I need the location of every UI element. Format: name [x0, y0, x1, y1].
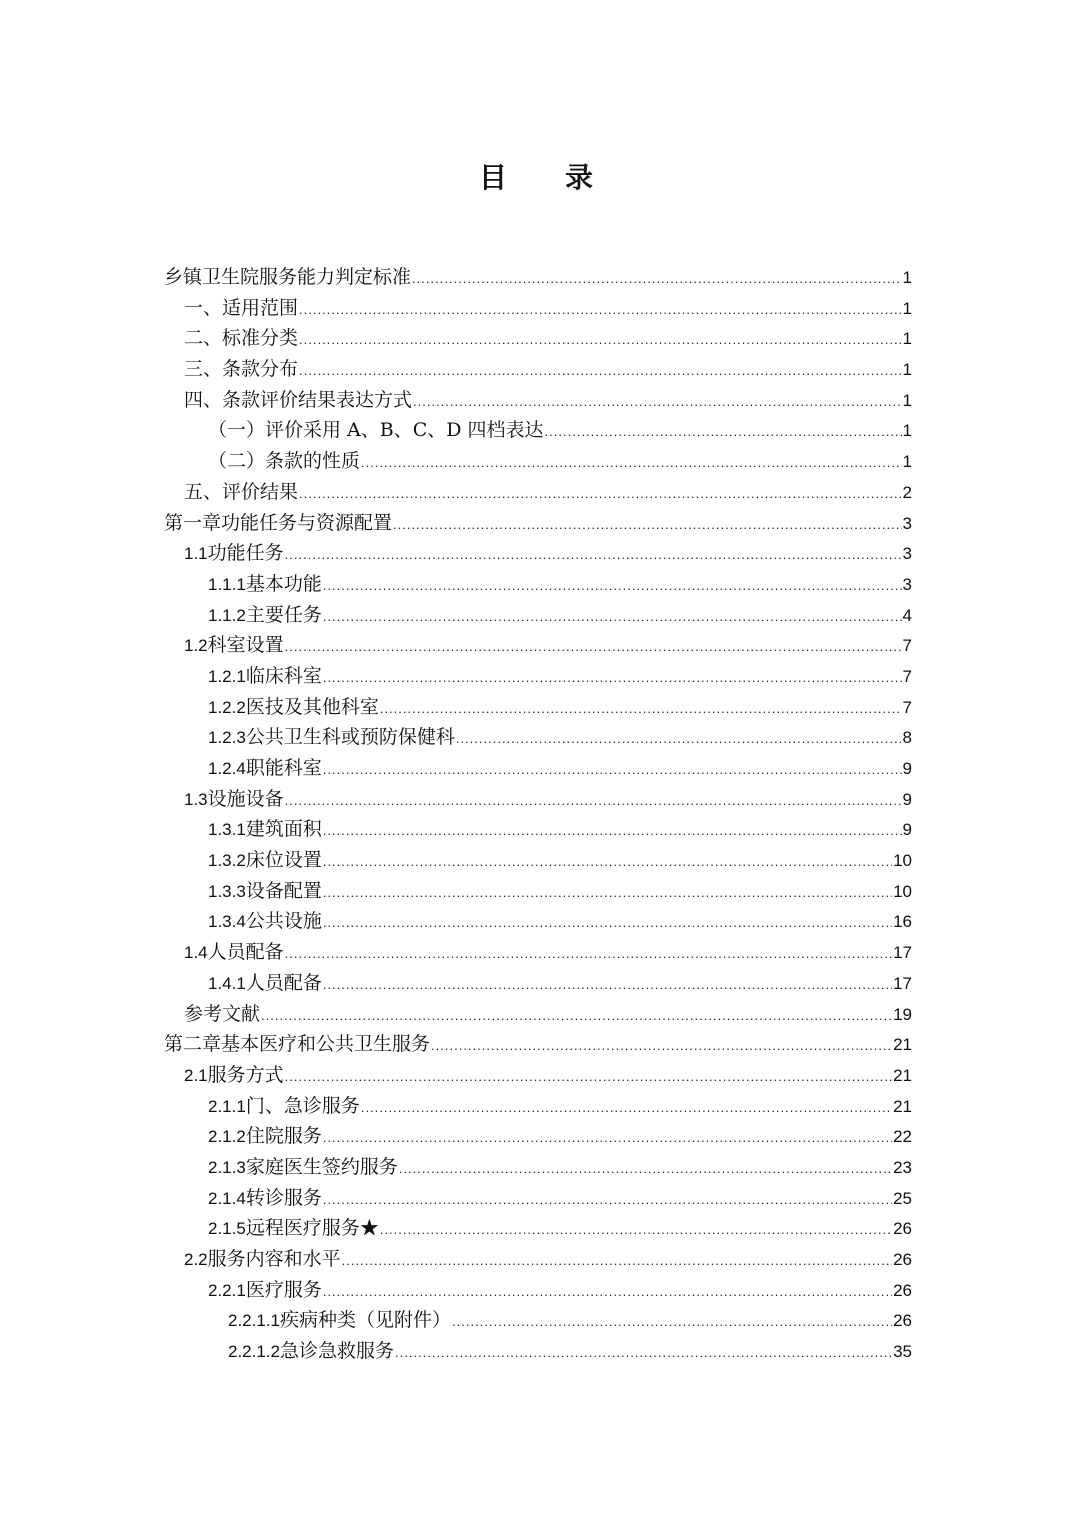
toc-entry-number: 1.1.1: [208, 574, 246, 594]
toc-entry-label: 乡镇卫生院服务能力判定标准: [164, 266, 412, 288]
toc-entry-number: 2.2.1.1: [228, 1311, 280, 1331]
title-char-2: 录: [565, 161, 596, 194]
page-title: [0, 156, 1074, 196]
toc-entry[interactable]: [164, 508, 912, 539]
toc-entry-page-number: 9: [902, 759, 912, 778]
dot-leader: [545, 424, 902, 439]
toc-entry-page-number: 2: [902, 482, 912, 502]
toc-entry-number: 1.4: [184, 943, 208, 963]
toc-entry-label: 主要任务: [245, 603, 322, 626]
dot-leader: [412, 271, 902, 286]
toc-entry-label: 四、条款评价结果表达方式: [184, 388, 413, 411]
toc-entry-page-number: 26: [893, 1311, 912, 1331]
toc-entry[interactable]: [164, 937, 912, 968]
toc-entry[interactable]: [164, 477, 912, 508]
toc-entry-label: 功能任务: [207, 542, 284, 565]
toc-entry[interactable]: [164, 661, 912, 692]
toc-entry-page-number: 3: [902, 544, 912, 564]
toc-entry-page-number: 19: [893, 1004, 912, 1024]
toc-entry[interactable]: [164, 999, 912, 1030]
dot-leader: [285, 639, 902, 654]
toc-entry-label: 转诊服务: [245, 1186, 322, 1209]
toc-entry-label: 基本医疗和公共卫生服务: [221, 1033, 431, 1056]
toc-entry[interactable]: [164, 415, 912, 446]
dot-leader: [393, 517, 902, 532]
toc-entry-number: 2.2.1.2: [228, 1342, 280, 1362]
toc-entry-number: 1.3.2: [208, 851, 246, 871]
toc-entry-number: 2.2: [184, 1250, 208, 1269]
toc-entry-page-number: 35: [893, 1342, 912, 1362]
toc-entry-label: 二、标准分类: [184, 327, 299, 350]
toc-entry-page-number: 23: [893, 1157, 912, 1177]
toc-entry-label: 急诊急救服务: [280, 1340, 395, 1363]
toc-entry-label: 参考文献: [184, 1002, 261, 1025]
toc-entry-label: 门、急诊服务: [245, 1094, 360, 1117]
dot-leader: [323, 1130, 892, 1145]
toc-entry-label: 家庭医生签约服务: [245, 1155, 398, 1178]
toc-entry-page-number: 7: [902, 666, 912, 686]
toc-entry-page-number: 21: [893, 1035, 912, 1055]
toc-entry-page-number: 1: [902, 329, 912, 349]
toc-entry-number: 1.2.2: [208, 697, 246, 717]
dot-leader: [342, 1253, 892, 1268]
toc-entry-number: 1.1.2: [208, 605, 246, 625]
toc-entry-page-number: 3: [902, 574, 912, 594]
dot-leader: [299, 332, 902, 347]
toc-entry-label: 医技及其他科室: [245, 695, 379, 718]
toc-entry-number: 2.2.1: [208, 1280, 246, 1300]
dot-leader: [323, 823, 902, 838]
toc-entry-label: 床位设置: [245, 849, 322, 872]
toc-entry-number: 2.1: [184, 1065, 208, 1085]
toc-entry-page-number: 26: [893, 1250, 912, 1269]
toc-entry[interactable]: [164, 1121, 912, 1152]
dot-leader: [323, 1284, 892, 1299]
toc-entry-page-number: 8: [902, 728, 912, 748]
dot-leader: [395, 1345, 892, 1360]
toc-entry-page-number: 17: [893, 973, 912, 993]
toc-entry-number: 1.2.3: [208, 728, 246, 748]
toc-entry-label: 人员配备: [245, 971, 322, 994]
dot-leader: [323, 915, 892, 930]
toc-entry[interactable]: [164, 446, 912, 477]
toc-entry[interactable]: [164, 722, 912, 753]
toc-entry-label: 设施设备: [207, 787, 284, 810]
toc-entry[interactable]: [164, 968, 912, 999]
toc-entry-page-number: 1: [902, 298, 912, 318]
toc-entry-page-number: 21: [893, 1096, 912, 1116]
toc-entry-number: 第一章: [164, 511, 222, 534]
toc-entry-number: 1.1: [184, 544, 208, 564]
toc-entry-number: 2.1.5: [208, 1219, 246, 1239]
toc-entry-number: 2.1.1: [208, 1096, 246, 1116]
toc-entry-number: 1.3: [184, 789, 208, 809]
toc-entry[interactable]: [164, 1060, 912, 1091]
toc-entry-page-number: 3: [902, 513, 912, 533]
toc-entry-label: 人员配备: [207, 941, 284, 964]
toc-entry-page-number: 7: [902, 697, 912, 717]
toc-entry-number: 1.2.4: [208, 759, 246, 778]
toc-entry-page-number: 26: [893, 1219, 912, 1239]
toc-entry[interactable]: [164, 1213, 912, 1244]
toc-entry-page-number: 10: [893, 851, 912, 871]
toc-entry-label: （二）条款的性质: [208, 450, 361, 473]
toc-entry[interactable]: [164, 293, 912, 324]
toc-entry-page-number: 1: [902, 360, 912, 380]
dot-leader: [285, 547, 902, 562]
toc-entry-label: 建筑面积: [245, 818, 322, 841]
toc-entry-number: 2.1.3: [208, 1157, 246, 1177]
dot-leader: [361, 1100, 892, 1115]
dot-leader: [431, 1038, 892, 1053]
dot-leader: [413, 394, 902, 409]
toc-entry-page-number: 9: [902, 820, 912, 840]
dot-leader: [452, 1314, 892, 1329]
toc-entry-number: 1.2: [184, 636, 208, 656]
dot-leader: [323, 977, 892, 992]
toc-entry[interactable]: [164, 1305, 912, 1336]
table-of-contents: [164, 262, 912, 1367]
toc-entry-number: 2.1.4: [208, 1188, 246, 1208]
toc-entry[interactable]: [164, 538, 912, 569]
toc-entry-page-number: 4: [902, 605, 912, 625]
dot-leader: [323, 578, 902, 593]
toc-entry-label: 公共卫生科或预防保健科: [245, 726, 455, 749]
toc-entry-page-number: 1: [902, 390, 912, 410]
toc-entry-page-number: 9: [902, 789, 912, 809]
toc-entry-label: 一、适用范围: [184, 296, 299, 319]
toc-entry[interactable]: [164, 385, 912, 416]
dot-leader: [323, 762, 902, 777]
toc-entry-page-number: 1: [902, 452, 912, 472]
toc-entry-label: 疾病种类（见附件）: [280, 1309, 452, 1332]
toc-entry[interactable]: [164, 1183, 912, 1214]
toc-entry-page-number: 1: [902, 268, 912, 287]
dot-leader: [380, 1222, 892, 1237]
title-char-1: 目: [478, 161, 509, 194]
toc-entry-page-number: 26: [893, 1280, 912, 1300]
toc-entry-label: 五、评价结果: [184, 480, 299, 503]
toc-entry-label: 功能任务与资源配置: [221, 511, 393, 534]
toc-entry[interactable]: [164, 262, 912, 293]
dot-leader: [323, 885, 892, 900]
toc-entry-page-number: 25: [893, 1188, 912, 1208]
dot-leader: [456, 731, 902, 746]
dot-leader: [285, 946, 892, 961]
toc-entry-number: 2.1.2: [208, 1127, 246, 1147]
toc-entry-page-number: 7: [902, 636, 912, 656]
toc-entry[interactable]: [164, 323, 912, 354]
toc-entry-number: 1.3.3: [208, 881, 246, 901]
dot-leader: [285, 793, 902, 808]
toc-entry[interactable]: [164, 845, 912, 876]
toc-entry-page-number: 1: [902, 421, 912, 441]
dot-leader: [380, 701, 902, 716]
dot-leader: [299, 363, 902, 378]
dot-leader: [323, 1192, 892, 1207]
toc-entry-label: 设备配置: [245, 879, 322, 902]
dot-leader: [299, 302, 902, 317]
toc-entry[interactable]: [164, 692, 912, 723]
dot-leader: [299, 486, 902, 501]
toc-entry[interactable]: [164, 1275, 912, 1306]
toc-entry-label: （一）评价采用 A、B、C、D 四档表达: [208, 419, 544, 442]
dot-leader: [323, 670, 902, 685]
toc-entry-label: 医疗服务: [245, 1278, 322, 1301]
toc-entry-label: 远程医疗服务★: [245, 1217, 379, 1240]
toc-entry-number: 1.4.1: [208, 973, 246, 993]
toc-entry-label: 科室设置: [207, 634, 284, 657]
toc-entry-number: 第二章: [164, 1033, 222, 1056]
toc-entry-label: 职能科室: [245, 757, 322, 779]
toc-entry[interactable]: [164, 814, 912, 845]
dot-leader: [323, 854, 892, 869]
dot-leader: [285, 1069, 892, 1084]
dot-leader: [261, 1008, 892, 1023]
toc-entry[interactable]: [164, 784, 912, 815]
toc-entry[interactable]: [164, 1152, 912, 1183]
toc-entry-label: 基本功能: [245, 572, 322, 595]
toc-entry-page-number: 22: [893, 1127, 912, 1147]
toc-entry-label: 住院服务: [245, 1125, 322, 1148]
toc-entry-number: 1.3.4: [208, 912, 246, 932]
toc-entry-label: 服务内容和水平: [207, 1248, 341, 1270]
toc-entry-label: 服务方式: [207, 1063, 284, 1086]
toc-entry[interactable]: [164, 1091, 912, 1122]
dot-leader: [323, 609, 902, 624]
toc-entry-page-number: 16: [893, 912, 912, 932]
toc-entry-label: 公共设施: [245, 910, 322, 933]
toc-entry[interactable]: [164, 630, 912, 661]
toc-entry[interactable]: [164, 1244, 912, 1275]
toc-entry-number: 1.2.1: [208, 666, 246, 686]
toc-entry[interactable]: [164, 600, 912, 631]
toc-entry[interactable]: [164, 354, 912, 385]
toc-entry-page-number: 17: [893, 943, 912, 963]
toc-entry-label: 临床科室: [245, 664, 322, 687]
dot-leader: [361, 455, 902, 470]
toc-entry[interactable]: [164, 753, 912, 784]
toc-entry[interactable]: [164, 906, 912, 937]
toc-entry-page-number: 21: [893, 1065, 912, 1085]
toc-entry-label: 三、条款分布: [184, 358, 299, 381]
toc-entry[interactable]: [164, 569, 912, 600]
toc-entry[interactable]: [164, 876, 912, 907]
toc-entry[interactable]: [164, 1029, 912, 1060]
dot-leader: [399, 1161, 892, 1176]
toc-entry-number: 1.3.1: [208, 820, 246, 840]
toc-entry[interactable]: [164, 1336, 912, 1367]
toc-entry-page-number: 10: [893, 881, 912, 901]
